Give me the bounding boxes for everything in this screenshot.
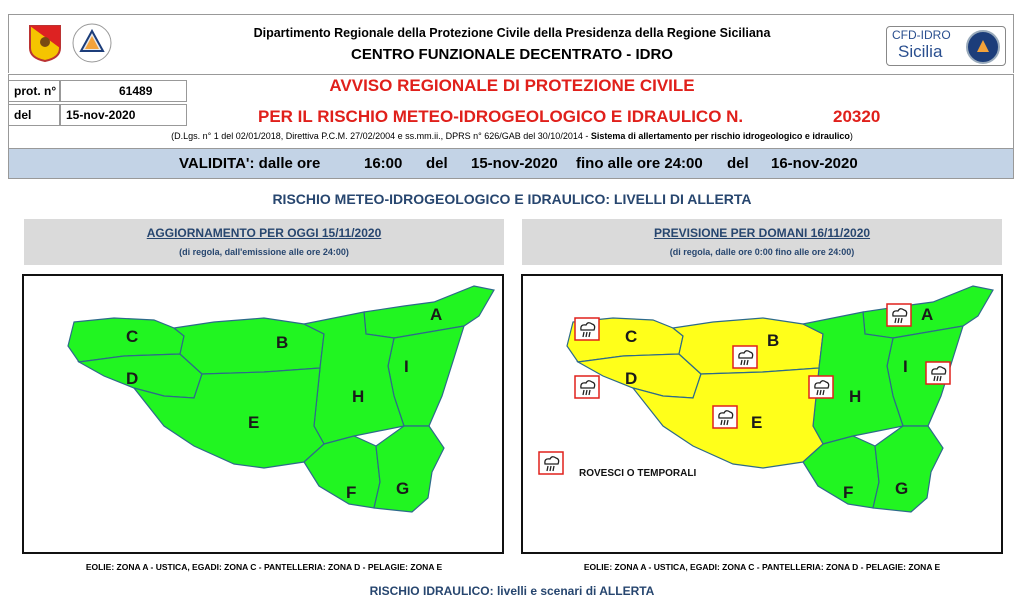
cfd-badge-title: CFD-IDRO [892, 28, 951, 42]
zone-label-g: G [396, 479, 410, 498]
tomorrow-panel-header [522, 219, 1002, 265]
hydraulic-risk-title: RISCHIO IDRAULICO: livelli e scenari di ALLERTA [369, 584, 655, 598]
zone-label-d: D [126, 369, 139, 388]
header-box [8, 14, 1014, 73]
zone-label-d: D [625, 369, 638, 388]
validity-label: VALIDITA': dalle ore [179, 155, 321, 172]
cfd-badge-region: Sicilia [898, 42, 943, 61]
thunderstorm-icon [926, 362, 950, 384]
thunderstorm-icon [809, 376, 833, 398]
header-centre: CENTRO FUNZIONALE DECENTRATO - IDRO [351, 46, 673, 63]
validity-from-time: 16:00 [364, 155, 403, 172]
zone-label-a: A [921, 305, 934, 324]
zone-g [374, 426, 444, 512]
tomorrow-islands-note: EOLIE: ZONA A - USTICA, EGADI: ZONA C - PANTELLERIA: ZONA D - PELAGIE: ZONA E [583, 562, 941, 572]
header-department: Dipartimento Regionale della Protezione Civile della Presidenza della Regione Siciliana [253, 26, 771, 40]
tomorrow-panel-title: PREVISIONE PER DOMANI 16/11/2020 [653, 226, 871, 240]
prot-date: 15-nov-2020 [60, 104, 187, 126]
notice-title: AVVISO REGIONALE DI PROTEZIONE CIVILE [329, 76, 695, 95]
legal-system-name: Sistema di allertamento per rischio idrogeologico e idraulico [590, 131, 850, 141]
today-panel-title: AGGIORNAMENTO PER OGGI 15/11/2020 [146, 226, 382, 240]
validity-until: fino alle ore 24:00 [576, 155, 703, 172]
today-islands-note: EOLIE: ZONA A - USTICA, EGADI: ZONA C - PANTELLERIA: ZONA D - PELAGIE: ZONA E [85, 562, 443, 572]
zone-label-c: C [625, 327, 638, 346]
thunderstorm-icon [887, 304, 911, 326]
section-title: RISCHIO METEO-IDROGEOLOGICO E IDRAULICO: LIVELLI DI ALLERTA [272, 191, 752, 207]
validity-bar [8, 148, 1014, 179]
today-panel-header [24, 219, 504, 265]
zone-label-e: E [248, 413, 260, 432]
zone-label-a: A [430, 305, 443, 324]
zone-label-i: I [903, 357, 908, 376]
legal-close: ) [849, 131, 853, 141]
validity-del-2: del [727, 155, 749, 172]
validity-del-1: del [426, 155, 448, 172]
prot-label: prot. n° [8, 80, 60, 102]
zone-label-g: G [895, 479, 909, 498]
legal-text: (D.Lgs. n° 1 del 02/01/2018, Direttiva P.C.M. 27/02/2004 e ss.mm.ii., DPRS n° 626/GAB del 30/10/2014 - [171, 131, 591, 141]
today-map [24, 276, 502, 552]
validity-to-date: 16-nov-2020 [771, 155, 858, 172]
tomorrow-map [523, 276, 1001, 552]
thunderstorm-icon [713, 406, 737, 428]
zone-label-e: E [751, 413, 763, 432]
thunderstorm-icon [733, 346, 757, 368]
zone-label-b: B [276, 333, 289, 352]
zone-label-f: F [843, 483, 854, 502]
zone-label-f: F [346, 483, 357, 502]
prot-number: 61489 [60, 80, 187, 102]
zone-b [174, 318, 324, 374]
today-panel-subtitle: (di regola, dall'emissione alle ore 24:00) [179, 247, 349, 257]
legal-references [0, 131, 1024, 141]
zone-label-c: C [126, 327, 139, 346]
notice-subtitle: PER IL RISCHIO METEO-IDROGEOLOGICO E IDRAULICO N. [258, 107, 744, 126]
zone-label-h: H [352, 387, 365, 406]
zone-label-b: B [767, 331, 780, 350]
notice-number: 20320 [833, 107, 881, 126]
validity-from-date: 15-nov-2020 [471, 155, 558, 172]
cfd-emblem-icon [966, 30, 1000, 64]
thunderstorm-icon [575, 376, 599, 398]
tomorrow-panel-subtitle: (di regola, dalle ore 0:00 fino alle ore 24:00) [669, 247, 855, 257]
zone-g [873, 426, 943, 512]
thunderstorm-icon [575, 318, 599, 340]
legend-label: ROVESCI O TEMPORALI [579, 468, 697, 479]
zone-label-h: H [849, 387, 862, 406]
zone-a [364, 286, 494, 338]
legend-thunderstorm-icon [539, 452, 563, 474]
date-label: del [8, 104, 60, 126]
zone-label-i: I [404, 357, 409, 376]
